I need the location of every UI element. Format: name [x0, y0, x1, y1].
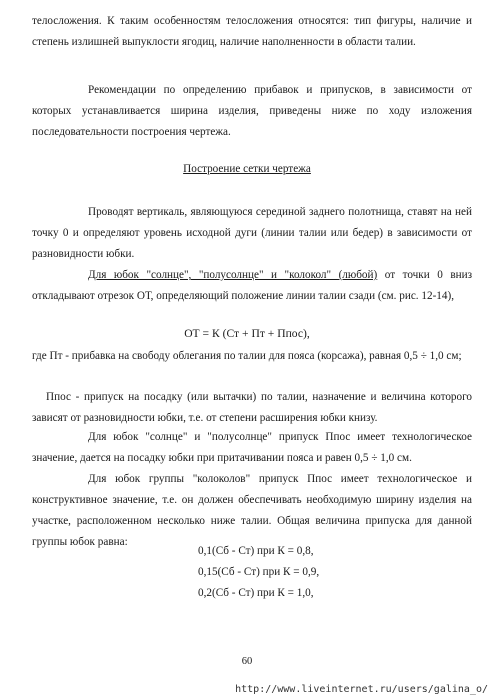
- formula-line-1: 0,1(Сб - Ст) при К = 0,8,: [198, 545, 314, 557]
- paragraph-sun-skirts: Для юбок "солнце", "полусолнце" и "колокол" (любой) от точки 0 вниз откладывают отрезок ОТ, определяющий положение линии талии сзади (см. рис. 12-14),: [32, 269, 473, 302]
- paragraph-ppos-definition: Ппос - припуск на посадку (или вытачки) по талии, назначение и величина которого зависят от разновидности юбки, т.е. от степени расширения юбки книзу.: [32, 391, 472, 424]
- underlined-skirt-types: Для юбок "солнце", "полусолнце" и "колокол" (любой): [88, 269, 378, 281]
- paragraph-bell-allowance: Для юбок группы "колоколов" припуск Ппос имеет технологическое и конструктивное значение, т.е. он должен обеспечивать необходимую ширину изделия на участке, расположенном несколько ниже талии. Общая величина припуска для данной группы юбок равна:: [32, 473, 472, 548]
- paragraph-pt-definition: где Пт - прибавка на свободу облегания по талии для пояса (корсажа), равная 0,5 ÷ 1,0 см;: [32, 350, 462, 362]
- paragraph-vertical: Проводят вертикаль, являющуюся серединой заднего полотнища, ставят на ней точку 0 и определяют уровень исходной дуги (линии талии или бедер) в зависимости от разновидности юбки.: [32, 206, 472, 260]
- page-number: 60: [241, 656, 253, 667]
- formula-line-2: 0,15(Сб - Ст) при К = 0,9,: [198, 566, 320, 578]
- formula-line-3: 0,2(Сб - Ст) при К = 1,0,: [198, 587, 314, 599]
- section-heading: Построение сетки чертежа: [183, 163, 311, 175]
- formula-ot: ОТ = К (Ст + Пт + Ппос),: [184, 327, 310, 340]
- paragraph-sun-allowance: Для юбок "солнце" и "полусолнце" припуск Ппос имеет технологическое значение, дается на посадку юбки при притачивании пояса и равен 0,5 ÷ 1,0 см.: [32, 431, 472, 464]
- watermark-url: http://www.liveinternet.ru/users/galina_o/: [235, 684, 488, 695]
- paragraph-recommendations: Рекомендации по определению прибавок и припусков, в зависимости от которых устанавливается ширина изделия, приведены ниже по ходу изложения последовательности построения чертежа.: [32, 84, 472, 138]
- paragraph-body-shape: телосложения. К таким особенностям телосложения относятся: тип фигуры, наличие и степень излишней выпуклости ягодиц, наличие наполненности в области талии.: [32, 15, 472, 48]
